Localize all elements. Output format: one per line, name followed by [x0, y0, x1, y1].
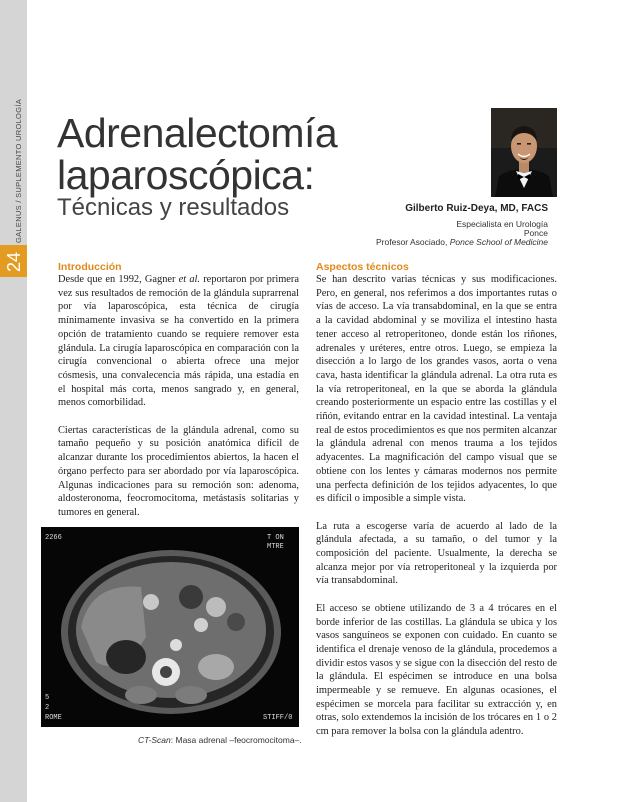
ct-scan-illustration — [41, 527, 299, 727]
page-number: 24 — [4, 251, 24, 272]
intro-paragraph-2: Ciertas características de la glándula adrenal, como su tamaño pequeño y su posición anatómica difícil de alcanzar durante los procedimientos abiertos, la hacen el órgano perfecto para ser abordado por vía laparoscópica. Algunas indicaciones para su remoción son: adenoma, aldosteronoma, feocromocitoma, metástasis solitarias y tumores en general. — [58, 424, 299, 518]
ct-overlay-top-right-2: MTRE — [267, 543, 284, 551]
caption-prefix: CT-Scan — [138, 735, 171, 745]
ct-overlay-top-right-1: T ON — [267, 534, 284, 542]
author-position-prefix: Profesor Asociado, — [376, 237, 450, 247]
ct-aorta — [170, 639, 182, 651]
ct-overlay-bottom-right: STIFF/0 — [263, 714, 293, 722]
article-title — [57, 112, 437, 196]
ct-overlay-bottom-left-2: 2 — [45, 704, 50, 712]
ct-muscle-right — [175, 686, 207, 704]
ct-kidney — [198, 654, 234, 680]
technical-paragraph-2: La ruta a escogerse varía de acuerdo al lado de la glándula afectada, a su tamaño, o del tumor y la composición del paciente. Usualmente, la derecha se alcanza mejor por vía retroperitoneal y la izquierda por vía transabdominal. — [316, 520, 557, 587]
ct-overlay-bottom-left-3: ROME — [45, 714, 62, 722]
author-specialty: Especialista en Urología — [456, 219, 548, 229]
ct-adrenal-mass — [106, 640, 146, 674]
publication-label: GALENUS / SUPLEMENTO UROLOGÍA — [14, 98, 23, 243]
intro-p1-rest: reportaron por primera vez sus resultados de remoción de la glándula suprarrenal por vía laparoscópica, esta técnica de cirugía mínimamente invasiva se ha convertido en la primera opción de tratamiento cuando se requiere remover esta glándula. La cirugía laparoscópica en comparación con la cirugía convencional o abierta ofrece una mejor cósmesis, una convalecencia más rápida, una estadía en el hospital más corta, menos sangrado y, en general, menos comorbilidad. — [58, 274, 299, 409]
author-city: Ponce — [523, 228, 548, 238]
ct-bowel-5 — [143, 594, 159, 610]
ct-bowel-1 — [179, 585, 203, 609]
ct-spinal-canal — [160, 666, 172, 678]
technical-paragraph-1: Se han descrito varias técnicas y sus modificaciones. Pero, en general, nos referimos a dos importantes rutas o vías de acceso. La vía transabdominal, en la que se entra a la cavidad abdominal y se moviliza el intestino hasta tener acceso al retroperitoneo, donde están los riñones, adrenales y uréteres, entre otros. Luego, se empieza la disección a lo largo de los grandes vasos, aorta o vena cava, hasta identificar la glándula adrenal. La otra ruta es la vía retroperitoneal, en la que se aborda la glándula creando posteriormente un espacio entre las costillas y el riñón, evitando entrar en la cavidad intestinal. La ventaja real de estos procedimientos es que nos permiten alcanzar la glándula adrenal con menos trauma a los tejidos adyacentes. La magnificación del campo visual que se obtiene con los lentes y cámaras modernos nos permite una perfecta definición de los tejidos adyacentes, lo que es difícil o imposible a simple vista. — [316, 274, 557, 505]
intro-p1-etal: et al. — [178, 274, 201, 285]
title-line-2: laparoscópica: — [57, 152, 315, 198]
intro-paragraph-1 — [58, 273, 299, 410]
ct-bowel-3 — [227, 613, 245, 631]
author-position — [376, 237, 548, 247]
ct-bowel-2 — [206, 597, 226, 617]
title-line-1: Adrenalectomía — [57, 110, 338, 156]
intro-p1-start: Desde que en 1992, Gagner — [58, 274, 179, 285]
figure-caption — [138, 735, 302, 745]
author-school: Ponce School of Medicine — [449, 237, 548, 247]
technical-heading: Aspectos técnicos — [316, 261, 409, 273]
ct-scan-image — [41, 527, 299, 727]
ct-overlay-top-left: 2266 — [45, 534, 62, 542]
ct-muscle-left — [125, 686, 157, 704]
article-subtitle: Técnicas y resultados — [57, 194, 290, 221]
ct-bowel-4 — [194, 618, 208, 632]
author-photo — [491, 108, 557, 197]
technical-paragraph-3: El acceso se obtiene utilizando de 3 a 4 trócares en el borde inferior de las costillas. La glándula se ubica y los vasos sanguíneos se exponen con cuidado. En cuanto se identifica el drenaje venoso de la glándula, procedemos a dividir estos vasos y se sigue con la disección del resto de la glándula. El espécimen se introduce en una bolsa impermeable y se remueve. En algunas ocasiones, el espécimen se morcela para facilitar su extracción y, en otras, solo extendemos la incisión de los trócares en 1 o 2 cm para remover la bolsa con la glándula adentro. — [316, 602, 557, 738]
author-name: Gilberto Ruiz-Deya, MD, FACS — [405, 203, 548, 214]
author-portrait-illustration — [491, 108, 557, 197]
caption-rest: : Masa adrenal –feocromocitoma–. — [170, 735, 302, 745]
intro-heading: Introducción — [58, 261, 122, 273]
ct-overlay-bottom-left-1: 5 — [45, 694, 50, 702]
intro-column — [58, 273, 299, 533]
technical-column — [316, 273, 557, 753]
